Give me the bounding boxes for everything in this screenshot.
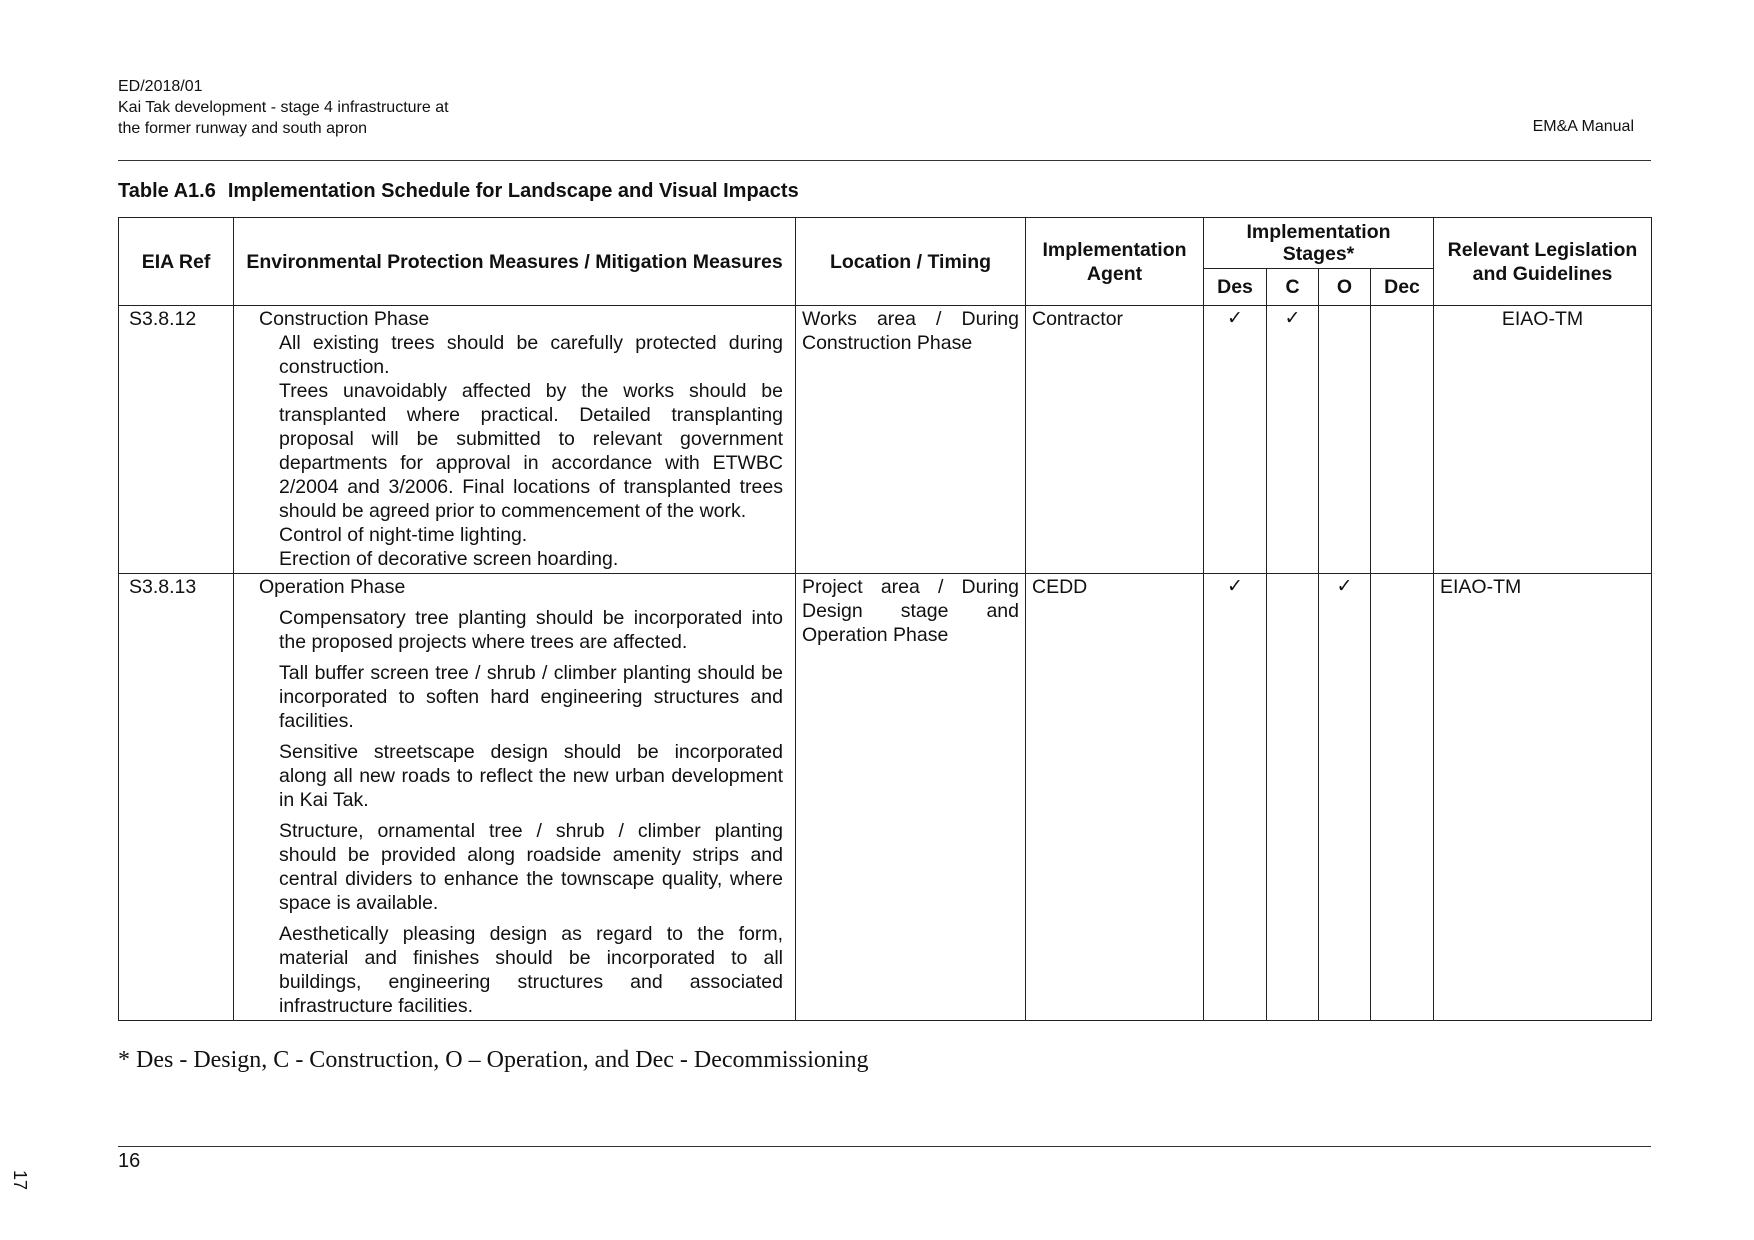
o-check: ✓ <box>1319 574 1371 1021</box>
measure-item: Sensitive streetscape design should be incorporated along all new roads to reflect the new urban development in Kai Tak. <box>279 741 783 811</box>
header-measures: Environmental Protection Measures / Mitigation Measures <box>234 218 796 306</box>
table-row <box>119 306 1652 574</box>
header-eia-ref: EIA Ref <box>119 218 234 306</box>
implementation-schedule-table <box>118 217 1652 1021</box>
des-check: ✓ <box>1204 306 1267 574</box>
phase-label: Construction Phase <box>259 308 430 330</box>
measure-item: Trees unavoidably affected by the works should be transplanted where practical. Detailed transplanting proposal will be submitted to relevant government departments for approval in accordance with ETWBC 2/2004 and 3/2006. Final locations of transplanted trees should be agreed prior to commencement of the work. <box>279 380 783 522</box>
measure-item: All existing trees should be carefully protected during construction. <box>279 332 783 378</box>
document-title-line2: the former runway and south apron <box>118 120 368 137</box>
measure-item: Erection of decorative screen hoarding. <box>279 548 619 570</box>
measure-item: Aesthetically pleasing design as regard to the form, material and finishes should be incorporated to all buildings, engineering structures and associated infrastructure facilities. <box>279 923 783 1017</box>
measure-item: Structure, ornamental tree / shrub / climber planting should be provided along roadside amenity strips and central dividers to enhance the townscape quality, where space is available. <box>279 820 783 914</box>
footer-rule <box>118 1146 1651 1147</box>
table-row <box>119 574 1652 1021</box>
side-page-number: 17 <box>10 1170 30 1191</box>
measures-cell <box>234 574 796 1021</box>
stages-footnote: * Des - Design, C - Construction, O – Operation, and Dec - Decommissioning <box>118 1047 869 1073</box>
measure-item: Compensatory tree planting should be incorporated into the proposed projects where trees are affected. <box>279 607 783 653</box>
table-title: Implementation Schedule for Landscape and Visual Impacts <box>227 180 799 202</box>
document-code: ED/2018/01 <box>118 78 203 95</box>
header-agent: Implementation Agent <box>1026 218 1204 306</box>
c-check: ✓ <box>1267 306 1319 574</box>
header-c: C <box>1267 269 1319 306</box>
eia-ref-cell: S3.8.12 <box>119 306 234 574</box>
phase-label: Operation Phase <box>259 576 406 598</box>
table-caption <box>118 180 799 203</box>
eia-ref-cell: S3.8.13 <box>119 574 234 1021</box>
measures-cell <box>234 306 796 574</box>
document-title-line1: Kai Tak development - stage 4 infrastructure at <box>118 99 449 116</box>
header-row <box>119 218 1652 269</box>
header-location: Location / Timing <box>796 218 1026 306</box>
document-header <box>118 76 449 139</box>
header-legislation: Relevant Legislation and Guidelines <box>1434 218 1652 306</box>
header-o: O <box>1319 269 1371 306</box>
legislation-cell: EIAO-TM <box>1434 306 1652 574</box>
des-check: ✓ <box>1204 574 1267 1021</box>
o-check <box>1319 306 1371 574</box>
table-number: Table A1.6 <box>118 180 216 202</box>
measure-item: Tall buffer screen tree / shrub / climber planting should be incorporated to soften hard engineering structures and facilities. <box>279 662 783 732</box>
c-check <box>1267 574 1319 1021</box>
legislation-cell: EIAO-TM <box>1434 574 1652 1021</box>
header-stages: Implementation Stages* <box>1204 218 1434 269</box>
dec-check <box>1371 574 1434 1021</box>
location-cell: Project area / During Design stage and Operation Phase <box>796 574 1026 1021</box>
header-des: Des <box>1204 269 1267 306</box>
header-rule <box>118 160 1651 161</box>
manual-label: EM&A Manual <box>1532 118 1634 135</box>
location-cell: Works area / During Construction Phase <box>796 306 1026 574</box>
agent-cell: CEDD <box>1026 574 1204 1021</box>
dec-check <box>1371 306 1434 574</box>
header-dec: Dec <box>1371 269 1434 306</box>
page-number: 16 <box>118 1150 141 1172</box>
agent-cell: Contractor <box>1026 306 1204 574</box>
measure-item: Control of night-time lighting. <box>279 524 528 546</box>
